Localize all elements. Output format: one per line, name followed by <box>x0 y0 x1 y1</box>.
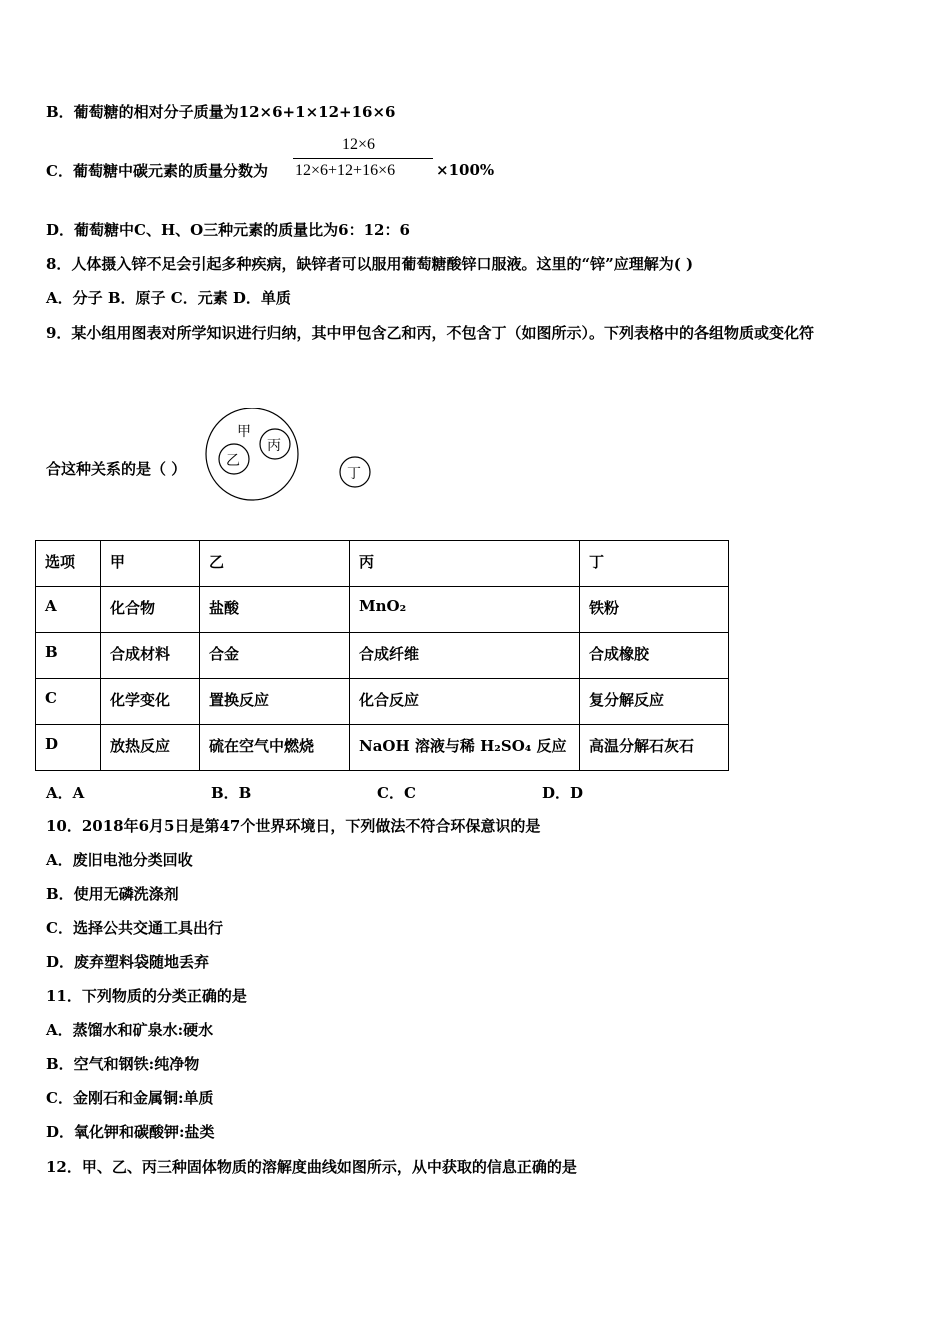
q9-stem-continued: 合这种关系的是（ ） <box>46 460 187 478</box>
venn-diagram <box>205 408 385 508</box>
table-cell: 化合物 <box>101 587 200 633</box>
q11-option-a: A．蒸馏水和矿泉水:硬水 <box>46 1021 214 1039</box>
q10-option-c: C．选择公共交通工具出行 <box>46 919 223 937</box>
q12-stem: 12．甲、乙、丙三种固体物质的溶解度曲线如图所示，从中获取的信息正确的是 <box>46 1158 577 1176</box>
table-cell: 合成纤维 <box>350 633 580 679</box>
table-cell: 硫在空气中燃烧 <box>200 725 350 771</box>
table-row <box>36 725 729 771</box>
table-cell: 盐酸 <box>200 587 350 633</box>
table-cell: 置换反应 <box>200 679 350 725</box>
table-row <box>36 587 729 633</box>
label-outside: 丁 <box>347 466 361 482</box>
q7-option-b: B．葡萄糖的相对分子质量为12×6+1×12+16×6 <box>46 103 396 121</box>
table-cell: 合成材料 <box>101 633 200 679</box>
q8-stem: 8．人体摄入锌不足会引起多种疾病，缺锌者可以服用葡萄糖酸锌口服液。这里的“锌”应理解为( ) <box>46 255 694 273</box>
header-cell: 丁 <box>580 541 729 587</box>
q10-option-d: D．废弃塑料袋随地丢弃 <box>46 953 210 971</box>
q11-option-b: B．空气和钢铁:纯净物 <box>46 1055 200 1073</box>
q7-option-d: D．葡萄糖中C、H、O三种元素的质量比为6：12：6 <box>46 221 410 239</box>
q11-option-d: D．氧化钾和碳酸钾:盐类 <box>46 1123 215 1141</box>
q7-option-c-suffix: ×100% <box>436 161 495 179</box>
q10-option-a: A．废旧电池分类回收 <box>46 851 193 869</box>
table-cell: 化合反应 <box>350 679 580 725</box>
q10-option-b: B．使用无磷洗涤剂 <box>46 885 179 903</box>
q7-fraction-numerator: 12×6 <box>342 136 376 153</box>
label-left: 乙 <box>226 453 240 469</box>
table-cell: MnO₂ <box>350 587 580 633</box>
table-cell: 化学变化 <box>101 679 200 725</box>
table-cell: 放热反应 <box>101 725 200 771</box>
table-cell: 铁粉 <box>580 587 729 633</box>
q7-fraction-denominator: 12×6+12+16×6 <box>295 162 396 179</box>
q11-stem: 11．下列物质的分类正确的是 <box>46 987 247 1005</box>
table-cell: D <box>36 725 101 771</box>
q9-choice-b: B．B <box>211 784 252 802</box>
table-cell: C <box>36 679 101 725</box>
header-cell: 丙 <box>350 541 580 587</box>
q9-options-table <box>35 540 729 771</box>
q7-option-c-prefix: C．葡萄糖中碳元素的质量分数为 <box>46 162 268 180</box>
table-cell: 合金 <box>200 633 350 679</box>
header-cell: 甲 <box>101 541 200 587</box>
table-cell: A <box>36 587 101 633</box>
q9-stem: 9．某小组用图表对所学知识进行归纳，其中甲包含乙和丙，不包含丁（如图所示）。下列表格中的各组物质或变化符 <box>46 324 814 342</box>
header-cell: 乙 <box>200 541 350 587</box>
q9-choice-c: C．C <box>377 784 416 802</box>
header-cell: 选项 <box>36 541 101 587</box>
table-header-row <box>36 541 729 587</box>
table-cell: B <box>36 633 101 679</box>
q8-options: A．分子 B．原子 C．元素 D．单质 <box>46 289 291 307</box>
table-row <box>36 679 729 725</box>
label-outer: 甲 <box>237 424 251 440</box>
table-cell: 合成橡胶 <box>580 633 729 679</box>
q9-choice-a: A．A <box>46 784 85 802</box>
table-cell: 高温分解石灰石 <box>580 725 729 771</box>
table-cell: 复分解反应 <box>580 679 729 725</box>
q9-choice-d: D．D <box>542 784 584 802</box>
label-right: 丙 <box>267 438 281 454</box>
q7-fraction-bar <box>293 158 433 159</box>
q10-stem: 10．2018年6月5日是第47个世界环境日，下列做法不符合环保意识的是 <box>46 817 541 835</box>
table-row <box>36 633 729 679</box>
q11-option-c: C．金刚石和金属铜:单质 <box>46 1089 214 1107</box>
table-cell: NaOH 溶液与稀 H₂SO₄ 反应 <box>350 725 580 771</box>
